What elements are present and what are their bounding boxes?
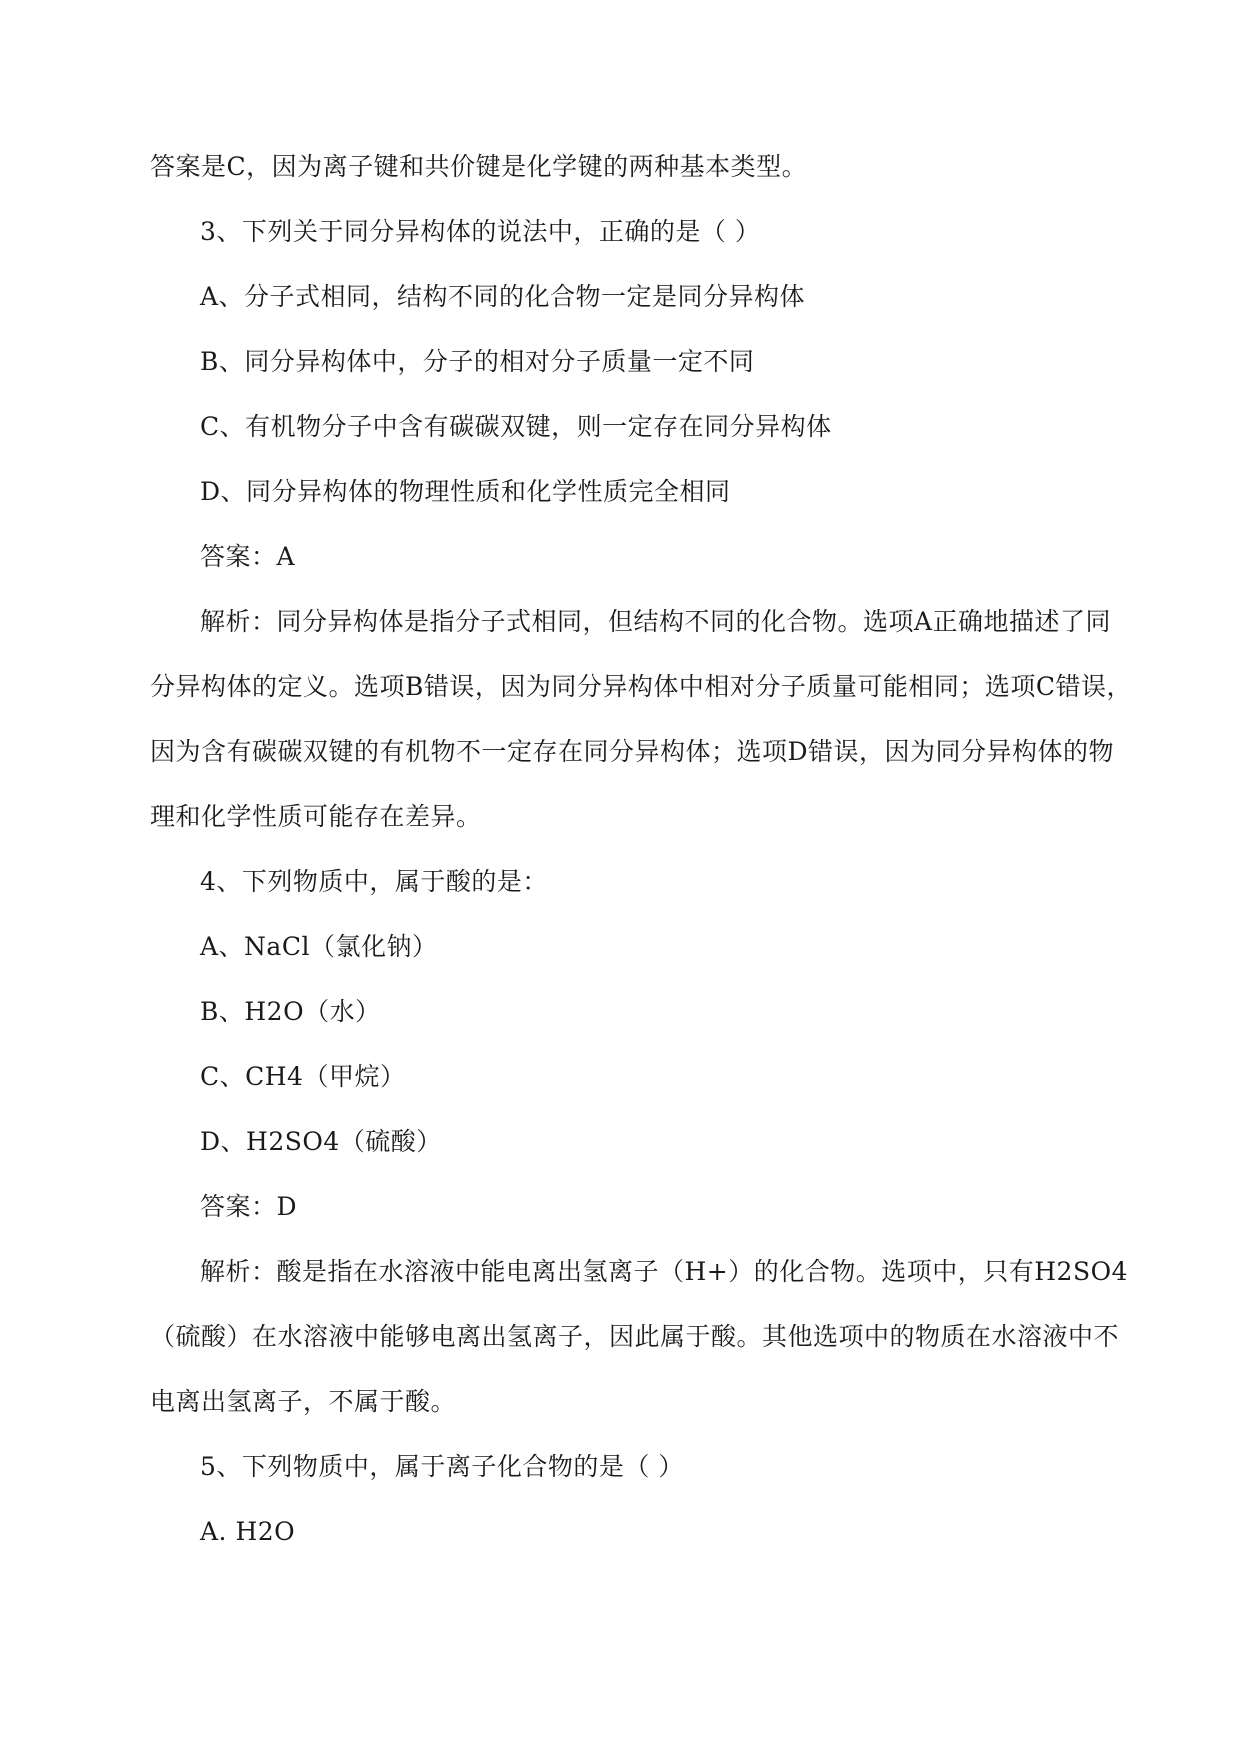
question-4-option-d: D、H2SO4（硫酸） — [200, 1127, 442, 1156]
question-3-answer: 答案：A — [200, 542, 296, 571]
question-3-analysis-line-3: 因为含有碳碳双键的有机物不一定存在同分异构体；选项D错误，因为同分异构体的物 — [150, 737, 1115, 766]
question-4-analysis-line-3: 电离出氢离子，不属于酸。 — [150, 1387, 457, 1416]
question-3-analysis-line-4: 理和化学性质可能存在差异。 — [150, 802, 482, 831]
question-5-option-a: A. H2O — [200, 1517, 296, 1546]
answer-q2-explanation: 答案是C，因为离子键和共价键是化学键的两种基本类型。 — [150, 152, 808, 181]
question-3-stem: 3、下列关于同分异构体的说法中，正确的是（ ） — [200, 217, 761, 246]
question-4-option-a: A、NaCl（氯化钠） — [200, 932, 438, 961]
question-4-analysis-line-2: （硫酸）在水溶液中能够电离出氢离子，因此属于酸。其他选项中的物质在水溶液中不 — [150, 1322, 1120, 1351]
question-3-option-d: D、同分异构体的物理性质和化学性质完全相同 — [200, 477, 731, 506]
question-4-option-c: C、CH4（甲烷） — [200, 1062, 406, 1091]
question-3-option-b: B、同分异构体中，分子的相对分子质量一定不同 — [200, 347, 755, 376]
question-4-stem: 4、下列物质中，属于酸的是： — [200, 867, 548, 896]
question-3-analysis-line-1: 解析：同分异构体是指分子式相同，但结构不同的化合物。选项A正确地描述了同 — [200, 607, 1112, 636]
question-3-option-a: A、分子式相同，结构不同的化合物一定是同分异构体 — [200, 282, 806, 311]
question-5-stem: 5、下列物质中，属于离子化合物的是（ ） — [200, 1452, 684, 1481]
question-4-analysis-line-1: 解析：酸是指在水溶液中能电离出氢离子（H+）的化合物。选项中，只有H2SO4 — [200, 1257, 1128, 1286]
question-4-option-b: B、H2O（水） — [200, 997, 381, 1026]
question-4-answer: 答案：D — [200, 1192, 298, 1221]
question-3-option-c: C、有机物分子中含有碳碳双键，则一定存在同分异构体 — [200, 412, 832, 441]
question-3-analysis-line-2: 分异构体的定义。选项B错误，因为同分异构体中相对分子质量可能相同；选项C错误， — [150, 672, 1133, 701]
